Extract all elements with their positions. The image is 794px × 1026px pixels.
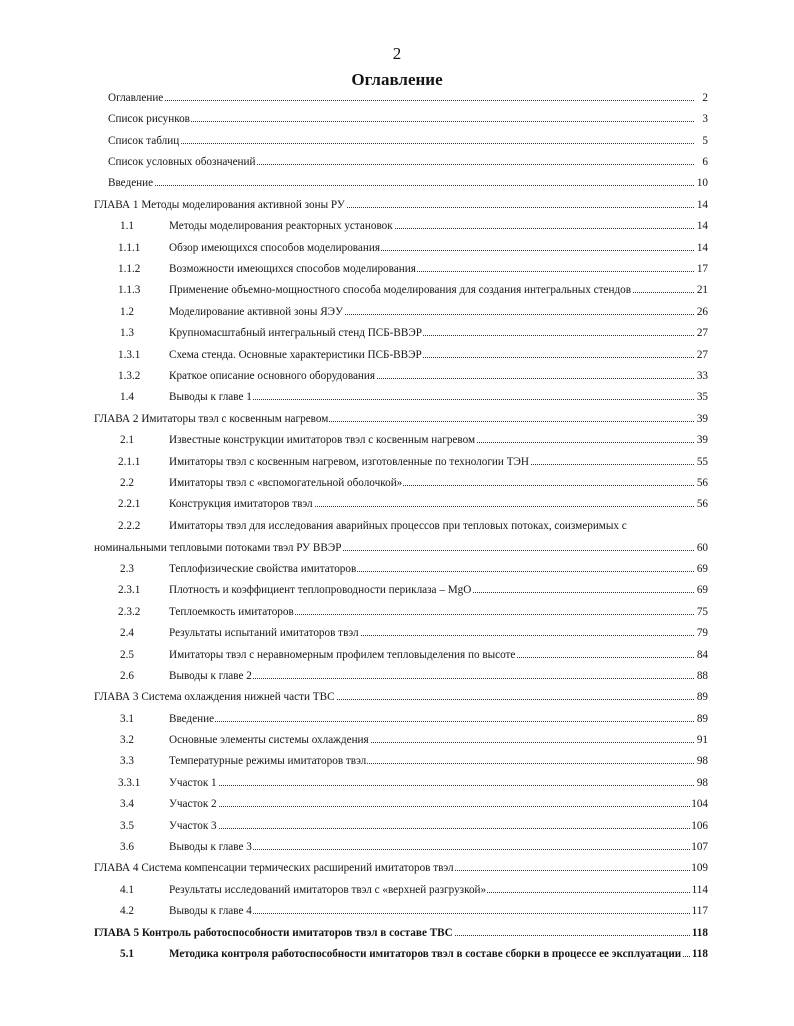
toc-entry[interactable]	[0, 345, 794, 366]
toc-entry-title: Имитаторы твэл с «вспомогательной оболочкой»	[169, 473, 403, 494]
toc-dot-leader	[108, 173, 694, 186]
toc-entry[interactable]	[0, 302, 794, 323]
page-title: Оглавление	[351, 70, 443, 89]
toc-entry-number: 5.1	[120, 948, 134, 960]
toc-page-number: 27	[696, 323, 708, 344]
toc-entry[interactable]	[0, 730, 794, 751]
toc-entry-title: Имитаторы твэл с косвенным нагревом, изготовленные по технологии ТЭН	[169, 452, 530, 473]
toc-dot-leader	[169, 794, 694, 807]
toc-entry-title: Схема стенда. Основные характеристики ПСБ-ВВЭР	[169, 345, 423, 366]
toc-entry-title: Введение	[108, 173, 154, 194]
toc-entry-number: 2.2	[120, 477, 134, 489]
toc-entry-continuation	[0, 538, 794, 559]
toc-entry-title: Имитаторы твэл с неравномерным профилем тепловыделения по высоте	[169, 645, 516, 666]
toc-entry[interactable]	[0, 645, 794, 666]
toc-entry[interactable]	[0, 473, 794, 494]
toc-entry-number: 3.6	[120, 841, 134, 853]
toc-page-number: 2	[701, 88, 708, 109]
toc-entry-title: ГЛАВА 2 Имитаторы твэл с косвенным нагревом	[94, 409, 329, 430]
toc-entry-title: Моделирование активной зоны ЯЭУ	[169, 302, 344, 323]
toc-entry-title: Известные конструкции имитаторов твэл с косвенным нагревом	[169, 430, 476, 451]
toc-page-number: 89	[696, 687, 708, 708]
toc-entry-title: Крупномасштабный интегральный стенд ПСБ-ВВЭР	[169, 323, 423, 344]
toc-page-number: 55	[696, 452, 708, 473]
toc-entry-title: Выводы к главе 3	[169, 837, 253, 858]
toc-entry[interactable]	[0, 109, 794, 130]
toc-entry[interactable]	[0, 216, 794, 237]
toc-entry-title: ГЛАВА 3 Система охлаждения нижней части ТВС	[94, 687, 336, 708]
toc-entry[interactable]	[0, 816, 794, 837]
toc-page-number: 89	[696, 709, 708, 730]
toc-entry-number: 2.1	[120, 434, 134, 446]
toc-entry[interactable]	[0, 452, 794, 473]
toc-entry[interactable]	[0, 923, 794, 944]
toc-entry-number: 2.4	[120, 627, 134, 639]
toc-entry-number: 1.1.3	[118, 284, 141, 296]
toc-entry-number: 2.6	[120, 670, 134, 682]
toc-entry-number: 1.3	[120, 327, 134, 339]
toc-entry-title: Теплоемкость имитаторов	[169, 602, 295, 623]
toc-entry-title: Основные элементы системы охлаждения	[169, 730, 370, 751]
toc-entry-number: 1.3.1	[118, 349, 141, 361]
toc-page-number: 114	[691, 880, 708, 901]
toc-page-number: 33	[696, 366, 708, 387]
toc-page-number: 21	[696, 280, 708, 301]
toc-entry-title: Температурные режимы имитаторов твэл	[169, 751, 367, 772]
toc-page-number: 17	[696, 259, 708, 280]
toc-entry-title: Методика контроля работоспособности имитаторов твэл в составе сборки в процессе ее эксплуатации	[169, 944, 682, 965]
toc-page-number: 27	[696, 345, 708, 366]
toc-entry[interactable]	[0, 131, 794, 152]
toc-entry-number: 2.2.2	[118, 520, 141, 532]
toc-entry-number: 1.1	[120, 220, 134, 232]
toc-entry-title: Выводы к главе 1	[169, 387, 253, 408]
toc-page-number: 14	[696, 216, 708, 237]
toc-page-number: 109	[690, 858, 708, 879]
toc-entry-title: Плотность и коэффициент теплопроводности периклаза – MgO	[169, 580, 472, 601]
toc-page-number: 39	[696, 409, 708, 430]
toc-entry-number: 1.1.1	[118, 242, 141, 254]
toc-entry-number: 3.2	[120, 734, 134, 746]
toc-entry[interactable]	[0, 195, 794, 216]
toc-page-number: 14	[696, 195, 708, 216]
toc-entry-number: 2.1.1	[118, 456, 141, 468]
toc-entry-title: Участок 2	[169, 794, 218, 815]
toc-page-number: 60	[696, 538, 708, 559]
toc-entry-number: 3.3.1	[118, 777, 141, 789]
toc-entry[interactable]	[0, 152, 794, 173]
toc-entry-number: 2.5	[120, 649, 134, 661]
toc-page-number: 104	[690, 794, 708, 815]
toc-entry[interactable]	[0, 901, 794, 922]
toc-entry[interactable]	[0, 666, 794, 687]
toc-page-number: 107	[690, 837, 708, 858]
toc-entry-number: 1.3.2	[118, 370, 141, 382]
toc-entry-title: Список рисунков	[108, 109, 191, 130]
toc-entry-number: 2.3.2	[118, 606, 141, 618]
toc-page-number: 10	[696, 173, 708, 194]
toc-entry[interactable]	[0, 259, 794, 280]
toc-page-number: 117	[691, 901, 708, 922]
toc-entry-number: 3.5	[120, 820, 134, 832]
toc-entry[interactable]	[0, 323, 794, 344]
toc-entry[interactable]	[0, 516, 794, 537]
toc-entry[interactable]	[0, 238, 794, 259]
toc-entry[interactable]	[0, 366, 794, 387]
toc-dot-leader	[108, 88, 694, 101]
toc-entry-title: Результаты исследований имитаторов твэл с «верхней разгрузкой»	[169, 880, 487, 901]
toc-entry-title: Результаты испытаний имитаторов твэл	[169, 623, 360, 644]
toc-entry[interactable]	[0, 773, 794, 794]
toc-entry-title: Оглавление	[108, 88, 164, 109]
toc-entry-title-continued: номинальными тепловыми потоками твэл РУ ВВЭР	[94, 538, 342, 559]
toc-dot-leader	[169, 816, 694, 829]
toc-page-number: 88	[696, 666, 708, 687]
toc-entry[interactable]	[0, 387, 794, 408]
toc-entry[interactable]	[0, 409, 794, 430]
toc-entry[interactable]	[0, 602, 794, 623]
toc-entry-title: Выводы к главе 2	[169, 666, 253, 687]
toc-page-number: 91	[696, 730, 708, 751]
toc-entry[interactable]	[0, 280, 794, 301]
toc-entry-number: 2.3.1	[118, 584, 141, 596]
toc-entry-number: 4.2	[120, 905, 134, 917]
toc-entry-number: 1.2	[120, 306, 134, 318]
toc-entry-title: ГЛАВА 4 Система компенсации термических расширений имитаторов твэл	[94, 858, 455, 879]
toc-entry[interactable]	[0, 751, 794, 772]
toc-entry[interactable]	[0, 430, 794, 451]
toc-page-number: 75	[696, 602, 708, 623]
toc-entry-title: Имитаторы твэл для исследования аварийных процессов при тепловых потоках, соизмеримых с	[169, 516, 628, 537]
toc-entry[interactable]	[0, 559, 794, 580]
toc-page-number: 69	[696, 580, 708, 601]
toc-entry[interactable]	[0, 687, 794, 708]
toc-page-number: 69	[696, 559, 708, 580]
toc-entry-title: Обзор имеющихся способов моделирования	[169, 238, 381, 259]
toc-entry-number: 3.4	[120, 798, 134, 810]
toc-entry-title: ГЛАВА 1 Методы моделирования активной зоны РУ	[94, 195, 346, 216]
toc-entry[interactable]	[0, 944, 794, 965]
toc-entry-number: 3.3	[120, 755, 134, 767]
toc-page-number: 56	[696, 494, 708, 515]
toc-entry[interactable]	[0, 580, 794, 601]
toc-entry[interactable]	[0, 837, 794, 858]
toc-entry-title: ГЛАВА 5 Контроль работоспособности имитаторов твэл в составе ТВС	[94, 923, 454, 944]
toc-entry-title: Краткое описание основного оборудования	[169, 366, 376, 387]
toc-page-number: 84	[696, 645, 708, 666]
toc-page-number: 26	[696, 302, 708, 323]
toc-entry[interactable]	[0, 858, 794, 879]
toc-entry[interactable]	[0, 880, 794, 901]
toc-entry-title: Список таблиц	[108, 131, 180, 152]
toc-dot-leader	[108, 131, 694, 144]
toc-entry[interactable]	[0, 494, 794, 515]
toc-page-number: 106	[690, 816, 708, 837]
toc-entry-number: 1.4	[120, 391, 134, 403]
toc-page-number: 14	[696, 238, 708, 259]
toc-entry-title: Применение объемно-мощностного способа моделирования для создания интегральных стендов	[169, 280, 632, 301]
toc-entry-number: 4.1	[120, 884, 134, 896]
toc-page-number: 118	[691, 944, 708, 965]
toc-entry-title: Участок 3	[169, 816, 218, 837]
toc-entry-title: Методы моделирования реакторных установок	[169, 216, 394, 237]
toc-page-number: 5	[701, 131, 708, 152]
toc-entry-number: 3.1	[120, 713, 134, 725]
toc-entry-title: Введение	[169, 709, 215, 730]
toc-entry-title: Теплофизические свойства имитаторов	[169, 559, 357, 580]
toc-entry-title: Конструкция имитаторов твэл	[169, 494, 314, 515]
toc-page-number: 79	[696, 623, 708, 644]
toc-page-number: 39	[696, 430, 708, 451]
toc-entry-number: 1.1.2	[118, 263, 141, 275]
toc-page-number: 3	[701, 109, 708, 130]
toc-entry[interactable]	[0, 88, 794, 109]
toc-dot-leader	[108, 109, 694, 122]
toc-entry-title: Выводы к главе 4	[169, 901, 253, 922]
toc-dot-leader	[169, 709, 694, 722]
toc-entry[interactable]	[0, 173, 794, 194]
toc-page-number: 118	[691, 923, 708, 944]
toc-page-number: 56	[696, 473, 708, 494]
toc-entry-number: 2.3	[120, 563, 134, 575]
page-number: 2	[392, 44, 402, 63]
toc-page-number: 35	[696, 387, 708, 408]
toc-entry-title: Список условных обозначений	[108, 152, 257, 173]
toc-page-number: 98	[696, 773, 708, 794]
toc-entry[interactable]	[0, 709, 794, 730]
toc-entry-number: 2.2.1	[118, 498, 141, 510]
toc-page-number: 6	[701, 152, 708, 173]
toc-page-number: 98	[696, 751, 708, 772]
toc-entry[interactable]	[0, 794, 794, 815]
toc-entry-title: Возможности имеющихся способов моделирования	[169, 259, 417, 280]
toc-entry[interactable]	[0, 623, 794, 644]
toc-dot-leader	[169, 773, 694, 786]
toc-entry-title: Участок 1	[169, 773, 218, 794]
